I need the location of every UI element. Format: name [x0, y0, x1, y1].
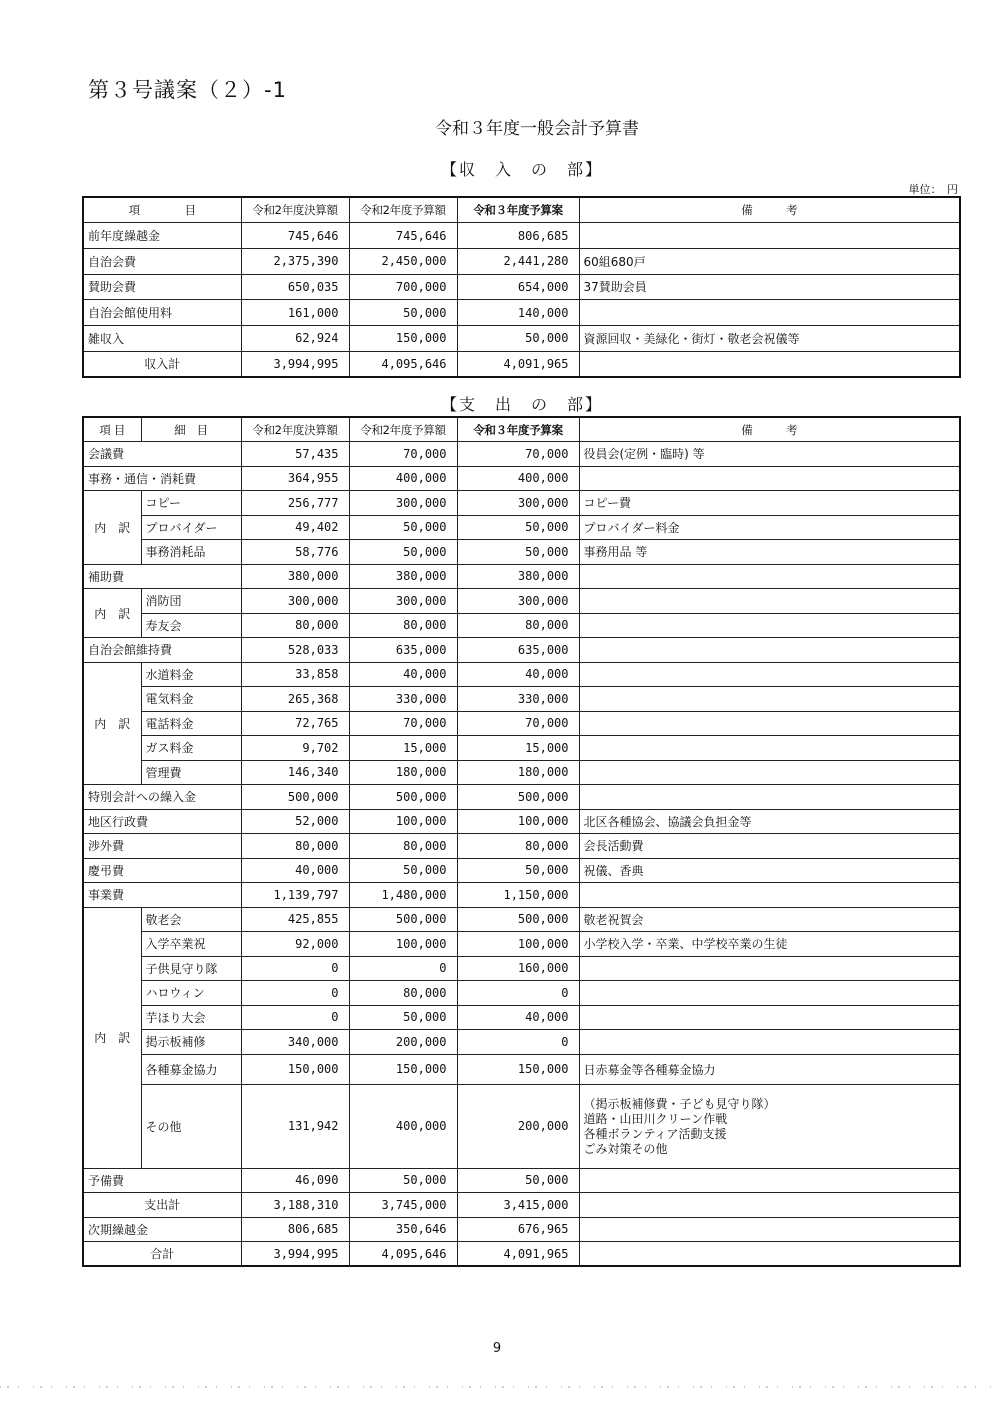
note-cell: 敬老祝賀会	[579, 907, 960, 932]
note-cell	[579, 981, 960, 1006]
breakdown-row	[83, 613, 960, 638]
unit-label: 単位： 円	[908, 183, 958, 196]
item-cell: 会議費	[83, 442, 241, 467]
budget-cell: 50,000	[457, 515, 579, 540]
budget-prev-cell: 150,000	[349, 1054, 457, 1084]
actual-cell: 146,340	[241, 760, 349, 785]
note-cell: プロバイダー料金	[579, 515, 960, 540]
document-number: 第３号議案（２）-1	[88, 78, 287, 102]
table-row	[83, 248, 960, 274]
expense-header-row	[83, 417, 960, 442]
header-budget: 令和３年度予算案	[457, 197, 579, 223]
budget-cell: 635,000	[457, 638, 579, 663]
budget-cell: 50,000	[457, 1168, 579, 1193]
actual-cell: 46,090	[241, 1168, 349, 1193]
note-cell	[579, 1005, 960, 1030]
actual-cell: 150,000	[241, 1054, 349, 1084]
budget-cell: 50,000	[457, 325, 579, 351]
item-cell: 自治会費	[83, 248, 241, 274]
budget-cell: 806,685	[457, 223, 579, 249]
note-cell: 祝儀、香典	[579, 858, 960, 883]
budget-prev-cell: 50,000	[349, 858, 457, 883]
budget-cell: 4,091,965	[457, 1242, 579, 1267]
item-cell: 事業費	[83, 883, 241, 908]
budget-prev-cell: 400,000	[349, 1084, 457, 1168]
breakdown-row	[83, 1030, 960, 1055]
actual-cell: 300,000	[241, 589, 349, 614]
actual-cell: 33,858	[241, 662, 349, 687]
grand-total-row	[83, 1242, 960, 1267]
budget-cell: 500,000	[457, 785, 579, 810]
actual-cell: 80,000	[241, 834, 349, 859]
sub-item-cell: 芋ほり大会	[141, 1005, 241, 1030]
breakdown-row	[83, 1084, 960, 1168]
note-cell: 会長活動費	[579, 834, 960, 859]
note-cell	[579, 351, 960, 377]
budget-prev-cell: 500,000	[349, 907, 457, 932]
budget-cell: 70,000	[457, 711, 579, 736]
sub-item-cell: 子供見守り隊	[141, 956, 241, 981]
budget-prev-cell: 70,000	[349, 442, 457, 467]
actual-cell: 2,375,390	[241, 248, 349, 274]
header-item: 項 目	[83, 197, 241, 223]
note-cell	[579, 638, 960, 663]
budget-prev-cell: 50,000	[349, 540, 457, 565]
budget-cell: 50,000	[457, 540, 579, 565]
budget-cell: 40,000	[457, 1005, 579, 1030]
table-row	[83, 834, 960, 859]
budget-prev-cell: 40,000	[349, 662, 457, 687]
sub-item-cell: 寿友会	[141, 613, 241, 638]
note-cell	[579, 687, 960, 712]
table-row	[83, 785, 960, 810]
budget-cell: 70,000	[457, 442, 579, 467]
actual-cell: 58,776	[241, 540, 349, 565]
actual-cell: 256,777	[241, 491, 349, 516]
budget-prev-cell: 635,000	[349, 638, 457, 663]
header-budget-prev: 令和2年度予算額	[349, 417, 457, 442]
budget-cell: 150,000	[457, 1054, 579, 1084]
sub-item-cell: 事務消耗品	[141, 540, 241, 565]
actual-cell: 9,702	[241, 736, 349, 761]
total-budget: 4,091,965	[457, 351, 579, 377]
budget-cell: 180,000	[457, 760, 579, 785]
note-cell	[579, 1084, 960, 1168]
actual-cell: 52,000	[241, 809, 349, 834]
sub-item-cell: 入学卒業祝	[141, 932, 241, 957]
budget-cell: 160,000	[457, 956, 579, 981]
item-cell: 賛助会費	[83, 274, 241, 300]
expense-section-title: 【支 出 の 部】	[440, 395, 603, 414]
total-actual: 3,994,995	[241, 351, 349, 377]
actual-cell: 425,855	[241, 907, 349, 932]
budget-cell: 15,000	[457, 736, 579, 761]
note-line: 各種ボランティア活動支援	[583, 1127, 727, 1141]
actual-cell: 131,942	[241, 1084, 349, 1168]
total-budget-prev: 4,095,646	[349, 351, 457, 377]
actual-cell: 57,435	[241, 442, 349, 467]
actual-cell: 340,000	[241, 1030, 349, 1055]
item-cell: 雑収入	[83, 325, 241, 351]
note-cell	[579, 1242, 960, 1267]
budget-cell: 500,000	[457, 907, 579, 932]
budget-prev-cell: 80,000	[349, 834, 457, 859]
note-cell	[579, 1217, 960, 1242]
item-cell: 特別会計への繰入金	[83, 785, 241, 810]
income-total-row	[83, 351, 960, 377]
total-label: 支出計	[83, 1193, 241, 1218]
breakdown-label: 内 訳	[83, 907, 141, 1168]
sub-item-cell: 消防団	[141, 589, 241, 614]
note-cell	[579, 300, 960, 326]
item-cell: 渉外費	[83, 834, 241, 859]
table-row	[83, 442, 960, 467]
actual-cell: 745,646	[241, 223, 349, 249]
breakdown-row	[83, 540, 960, 565]
breakdown-row	[83, 760, 960, 785]
budget-prev-cell: 80,000	[349, 613, 457, 638]
header-note: 備 考	[579, 197, 960, 223]
header-actual: 令和2年度決算額	[241, 417, 349, 442]
sub-item-cell: プロバイダー	[141, 515, 241, 540]
item-cell: 補助費	[83, 564, 241, 589]
breakdown-label: 内 訳	[83, 491, 141, 565]
budget-cell: 2,441,280	[457, 248, 579, 274]
income-table	[82, 196, 961, 378]
budget-prev-cell: 100,000	[349, 809, 457, 834]
budget-cell: 80,000	[457, 613, 579, 638]
budget-cell: 140,000	[457, 300, 579, 326]
note-cell: 資源回収・美緑化・街灯・敬老会祝儀等	[579, 325, 960, 351]
note-cell: コピー費	[579, 491, 960, 516]
breakdown-row	[83, 956, 960, 981]
actual-cell: 806,685	[241, 1217, 349, 1242]
sub-item-cell: ガス料金	[141, 736, 241, 761]
actual-cell: 3,188,310	[241, 1193, 349, 1218]
header-budget: 令和３年度予算案	[457, 417, 579, 442]
sub-item-cell: 電話料金	[141, 711, 241, 736]
header-note: 備 考	[579, 417, 960, 442]
budget-prev-cell: 50,000	[349, 1168, 457, 1193]
budget-cell: 200,000	[457, 1084, 579, 1168]
budget-prev-cell: 50,000	[349, 515, 457, 540]
table-row	[83, 223, 960, 249]
table-row	[83, 1168, 960, 1193]
budget-cell: 330,000	[457, 687, 579, 712]
note-cell	[579, 1030, 960, 1055]
budget-cell: 80,000	[457, 834, 579, 859]
budget-cell: 676,965	[457, 1217, 579, 1242]
note-cell	[579, 736, 960, 761]
item-cell: 自治会館使用料	[83, 300, 241, 326]
budget-prev-cell: 150,000	[349, 325, 457, 351]
actual-cell: 1,139,797	[241, 883, 349, 908]
breakdown-label: 内 訳	[83, 589, 141, 638]
note-cell	[579, 785, 960, 810]
sub-item-cell: 管理費	[141, 760, 241, 785]
actual-cell: 265,368	[241, 687, 349, 712]
item-cell: 前年度繰越金	[83, 223, 241, 249]
header-sub-item: 細 目	[141, 417, 241, 442]
budget-prev-cell: 180,000	[349, 760, 457, 785]
budget-prev-cell: 0	[349, 956, 457, 981]
breakdown-row	[83, 491, 960, 516]
actual-cell: 650,035	[241, 274, 349, 300]
item-cell: 次期繰越金	[83, 1217, 241, 1242]
budget-cell: 380,000	[457, 564, 579, 589]
table-row	[83, 858, 960, 883]
breakdown-row	[83, 687, 960, 712]
breakdown-row	[83, 711, 960, 736]
budget-cell: 654,000	[457, 274, 579, 300]
note-cell	[579, 223, 960, 249]
budget-prev-cell: 330,000	[349, 687, 457, 712]
breakdown-row	[83, 662, 960, 687]
budget-prev-cell: 1,480,000	[349, 883, 457, 908]
table-row	[83, 466, 960, 491]
page-title: 令和３年度一般会計予算書	[435, 119, 639, 139]
sub-item-cell: 敬老会	[141, 907, 241, 932]
note-cell	[579, 589, 960, 614]
table-row	[83, 809, 960, 834]
total-label: 収入計	[83, 351, 241, 377]
sub-item-cell: 各種募金協力	[141, 1054, 241, 1084]
budget-prev-cell: 80,000	[349, 981, 457, 1006]
item-cell: 慶弔費	[83, 858, 241, 883]
actual-cell: 62,924	[241, 325, 349, 351]
note-cell: 事務用品 等	[579, 540, 960, 565]
note-cell	[579, 956, 960, 981]
note-cell	[579, 613, 960, 638]
actual-cell: 3,994,995	[241, 1242, 349, 1267]
actual-cell: 92,000	[241, 932, 349, 957]
note-line: （掲示板補修費・子ども見守り隊）	[583, 1097, 776, 1111]
budget-cell: 40,000	[457, 662, 579, 687]
sub-item-cell: その他	[141, 1084, 241, 1168]
budget-cell: 400,000	[457, 466, 579, 491]
actual-cell: 40,000	[241, 858, 349, 883]
note-cell	[579, 662, 960, 687]
header-actual: 令和2年度決算額	[241, 197, 349, 223]
total-label: 合計	[83, 1242, 241, 1267]
budget-prev-cell: 4,095,646	[349, 1242, 457, 1267]
budget-prev-cell: 700,000	[349, 274, 457, 300]
note-cell: 北区各種協会、協議会負担金等	[579, 809, 960, 834]
budget-prev-cell: 2,450,000	[349, 248, 457, 274]
breakdown-row	[83, 736, 960, 761]
sub-item-cell: 水道料金	[141, 662, 241, 687]
item-cell: 事務・通信・消耗費	[83, 466, 241, 491]
budget-cell: 300,000	[457, 589, 579, 614]
budget-prev-cell: 70,000	[349, 711, 457, 736]
budget-cell: 0	[457, 981, 579, 1006]
breakdown-row	[83, 907, 960, 932]
sub-item-cell: 掲示板補修	[141, 1030, 241, 1055]
page-number: 9	[492, 1341, 502, 1356]
table-row	[83, 638, 960, 663]
actual-cell: 161,000	[241, 300, 349, 326]
actual-cell: 0	[241, 981, 349, 1006]
actual-cell: 380,000	[241, 564, 349, 589]
budget-cell: 50,000	[457, 858, 579, 883]
breakdown-row	[83, 589, 960, 614]
breakdown-row	[83, 932, 960, 957]
table-row	[83, 564, 960, 589]
budget-cell: 300,000	[457, 491, 579, 516]
breakdown-row	[83, 981, 960, 1006]
budget-cell: 100,000	[457, 932, 579, 957]
actual-cell: 500,000	[241, 785, 349, 810]
budget-prev-cell: 400,000	[349, 466, 457, 491]
budget-prev-cell: 380,000	[349, 564, 457, 589]
note-line: 道路・山田川クリーン作戦	[583, 1112, 728, 1126]
note-cell	[579, 760, 960, 785]
scan-noise-line	[0, 1383, 994, 1391]
table-row	[83, 1217, 960, 1242]
breakdown-row	[83, 1054, 960, 1084]
budget-prev-cell: 500,000	[349, 785, 457, 810]
actual-cell: 72,765	[241, 711, 349, 736]
note-cell: 37賛助会員	[579, 274, 960, 300]
note-cell: 日赤募金等各種募金協力	[579, 1054, 960, 1084]
budget-prev-cell: 200,000	[349, 1030, 457, 1055]
budget-cell: 3,415,000	[457, 1193, 579, 1218]
item-cell: 地区行政費	[83, 809, 241, 834]
breakdown-row	[83, 1005, 960, 1030]
breakdown-row	[83, 515, 960, 540]
actual-cell: 0	[241, 1005, 349, 1030]
budget-prev-cell: 100,000	[349, 932, 457, 957]
note-cell	[579, 711, 960, 736]
table-row	[83, 300, 960, 326]
note-cell	[579, 883, 960, 908]
note-cell	[579, 466, 960, 491]
actual-cell: 80,000	[241, 613, 349, 638]
note-cell	[579, 1193, 960, 1218]
note-cell: 60組680戸	[579, 248, 960, 274]
budget-prev-cell: 300,000	[349, 589, 457, 614]
budget-prev-cell: 745,646	[349, 223, 457, 249]
actual-cell: 0	[241, 956, 349, 981]
actual-cell: 364,955	[241, 466, 349, 491]
header-budget-prev: 令和2年度予算額	[349, 197, 457, 223]
income-header-row	[83, 197, 960, 223]
budget-prev-cell: 300,000	[349, 491, 457, 516]
note-cell: 役員会(定例・臨時) 等	[579, 442, 960, 467]
sub-item-cell: ハロウィン	[141, 981, 241, 1006]
budget-prev-cell: 50,000	[349, 300, 457, 326]
table-row	[83, 883, 960, 908]
budget-prev-cell: 15,000	[349, 736, 457, 761]
actual-cell: 49,402	[241, 515, 349, 540]
actual-cell: 528,033	[241, 638, 349, 663]
header-item: 項 目	[83, 417, 141, 442]
table-row	[83, 274, 960, 300]
note-cell	[579, 1168, 960, 1193]
budget-prev-cell: 3,745,000	[349, 1193, 457, 1218]
income-section-title: 【収 入 の 部】	[440, 160, 603, 179]
item-cell: 予備費	[83, 1168, 241, 1193]
sub-item-cell: 電気料金	[141, 687, 241, 712]
sub-item-cell: コピー	[141, 491, 241, 516]
expense-table	[82, 416, 961, 1267]
note-line: ごみ対策その他	[583, 1142, 668, 1156]
table-row	[83, 325, 960, 351]
budget-prev-cell: 350,646	[349, 1217, 457, 1242]
note-cell: 小学校入学・卒業、中学校卒業の生徒	[579, 932, 960, 957]
breakdown-label: 内 訳	[83, 662, 141, 785]
budget-cell: 1,150,000	[457, 883, 579, 908]
item-cell: 自治会館維持費	[83, 638, 241, 663]
budget-prev-cell: 50,000	[349, 1005, 457, 1030]
budget-cell: 0	[457, 1030, 579, 1055]
budget-cell: 100,000	[457, 809, 579, 834]
note-cell	[579, 564, 960, 589]
expense-total-row	[83, 1193, 960, 1218]
